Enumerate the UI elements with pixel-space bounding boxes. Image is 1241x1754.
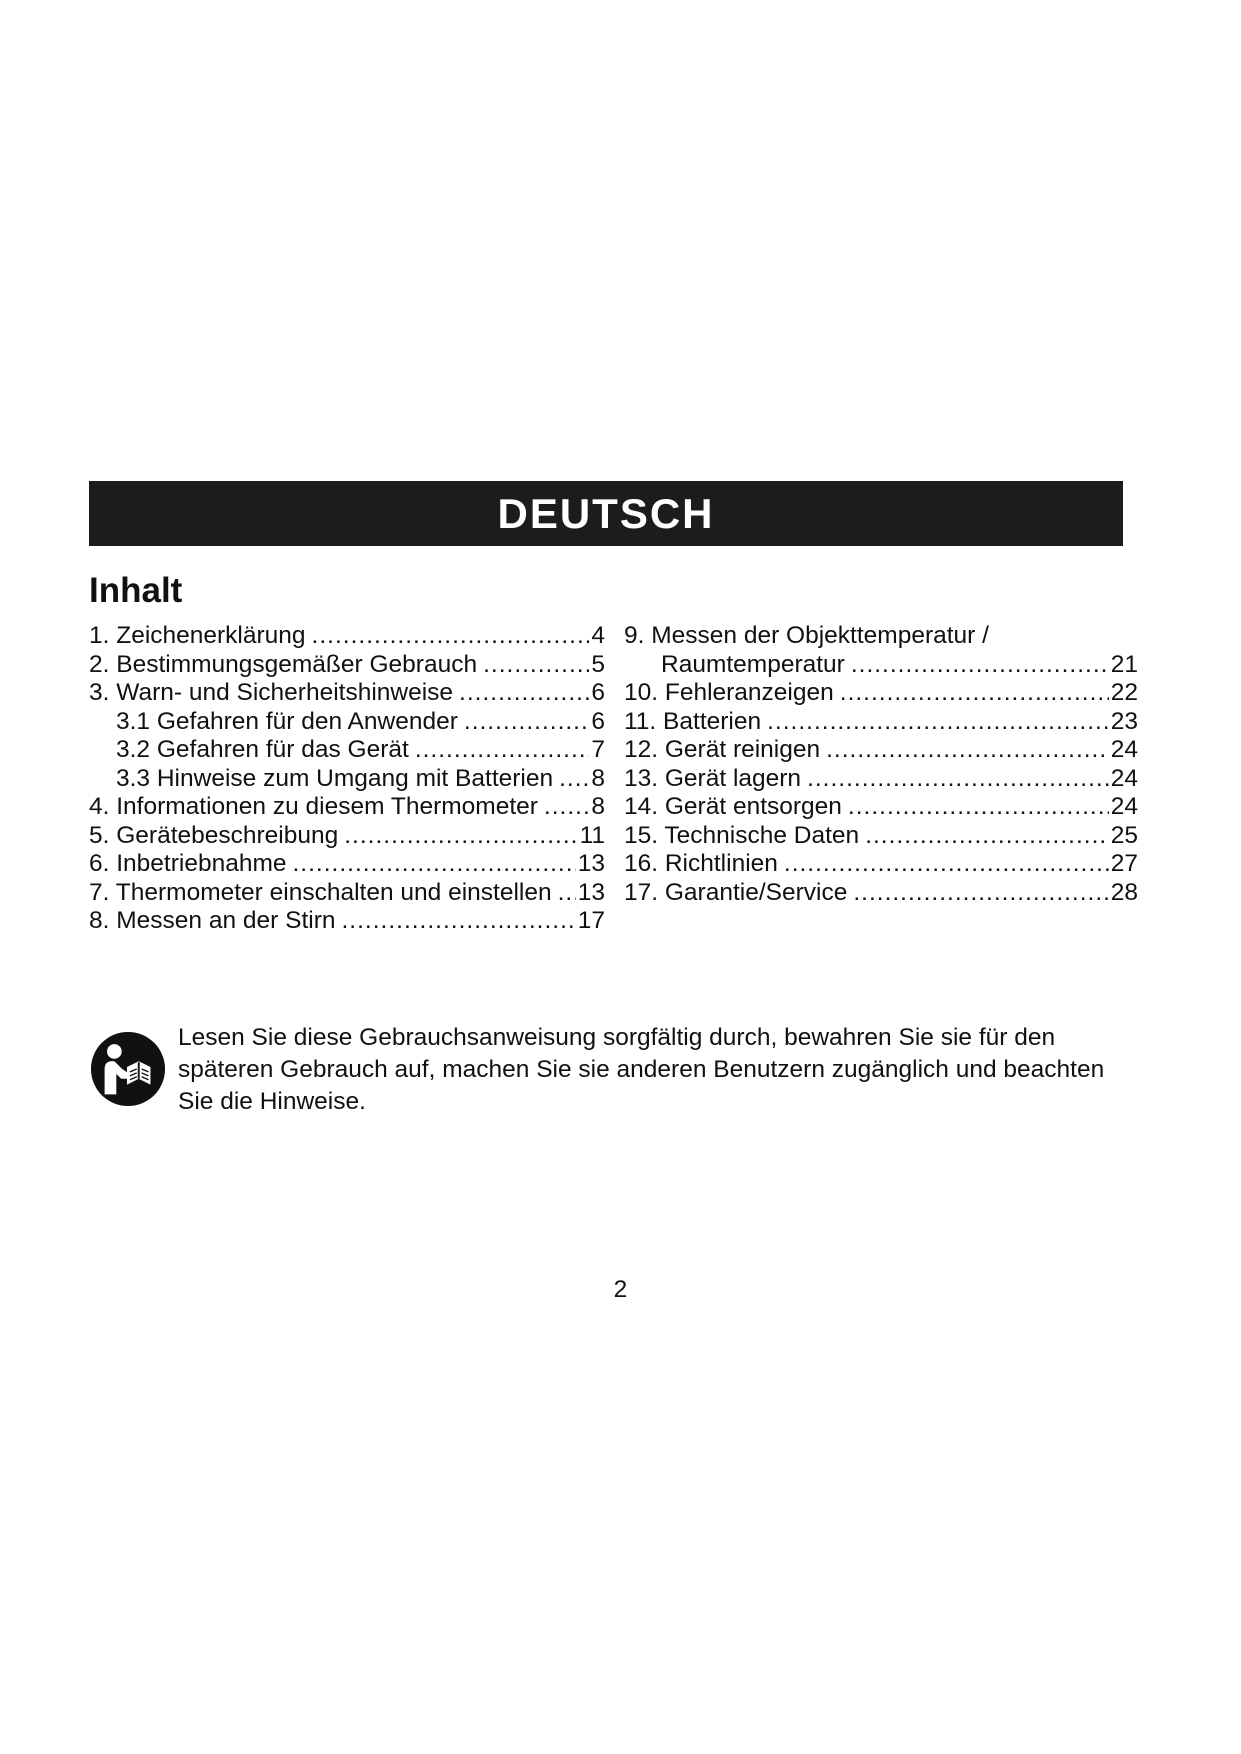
leader-dots bbox=[558, 879, 576, 908]
page-number: 2 bbox=[613, 1276, 628, 1303]
leader-dots bbox=[559, 765, 589, 794]
toc-page: 24 bbox=[1110, 764, 1138, 792]
toc-entry[interactable]: 5. Gerätebeschreibung ..... 11 bbox=[89, 822, 605, 851]
toc-entry[interactable]: 9. Messen der Objekttemperatur / bbox=[624, 622, 989, 649]
language-title: DEUTSCH bbox=[497, 489, 715, 537]
toc-entry[interactable]: 16. Richtlinien ..... 27 bbox=[624, 850, 1138, 879]
toc-entry[interactable]: 14. Gerät entsorgen ..... 24 bbox=[624, 793, 1138, 822]
toc-page: 6 bbox=[591, 707, 605, 735]
toc-page: 25 bbox=[1110, 821, 1138, 849]
toc-entry[interactable]: 17. Garantie/Service ..... 28 bbox=[624, 879, 1138, 908]
leader-dots bbox=[840, 679, 1109, 708]
leader-dots bbox=[807, 765, 1109, 794]
read-manual-icon bbox=[89, 1030, 167, 1108]
toc-entry[interactable]: 6. Inbetriebnahme ..... 13 bbox=[89, 850, 605, 879]
leader-dots bbox=[293, 850, 576, 879]
toc-page: 13 bbox=[577, 878, 605, 906]
toc-page: 24 bbox=[1110, 736, 1138, 763]
leader-dots bbox=[341, 907, 575, 936]
toc-page: 24 bbox=[1110, 793, 1138, 820]
toc-entry[interactable]: 15. Technische Daten ..... 25 bbox=[624, 822, 1138, 851]
toc-entry[interactable]: 1. Zeichenerklärung ..... 4 bbox=[89, 622, 605, 651]
toc-entry[interactable]: 11. Batterien ..... 23 bbox=[624, 708, 1138, 737]
instruction-notice: Lesen Sie diese Gebrauchsanweisung sorgfältig durch, bewahren Sie sie für den späteren Gebrauch auf, machen Sie sie anderen Benutzern zugänglich und beachten Sie die Hinweise. bbox=[178, 1024, 1105, 1115]
toc-page: 28 bbox=[1110, 878, 1138, 906]
leader-dots bbox=[784, 850, 1109, 879]
leader-dots bbox=[544, 793, 589, 822]
toc-page: 4 bbox=[591, 622, 605, 649]
toc-page: 13 bbox=[577, 850, 605, 877]
language-banner bbox=[89, 481, 1123, 546]
toc-entry[interactable]: 3. Warn- und Sicherheitshinweise ..... 6 bbox=[89, 679, 605, 708]
toc-page: 8 bbox=[591, 764, 605, 792]
toc-subentry[interactable]: 3.1 Gefahren für den Anwender ..... 6 bbox=[89, 708, 605, 737]
toc-page: 22 bbox=[1110, 679, 1138, 706]
toc-page: 8 bbox=[591, 793, 605, 820]
toc-page: 23 bbox=[1110, 707, 1138, 735]
toc-entry[interactable]: 2. Bestimmungsgemäßer Gebrauch ..... 5 bbox=[89, 651, 605, 680]
leader-dots bbox=[344, 822, 577, 851]
leader-dots bbox=[851, 651, 1109, 680]
leader-dots bbox=[459, 679, 589, 708]
toc-entry[interactable]: 7. Thermometer einschalten und einstellen ..... 13 bbox=[89, 879, 605, 908]
leader-dots bbox=[767, 708, 1109, 737]
toc-entry[interactable]: 13. Gerät lagern ..... 24 bbox=[624, 765, 1138, 794]
leader-dots bbox=[826, 736, 1109, 765]
leader-dots bbox=[848, 793, 1109, 822]
toc-entry[interactable]: 8. Messen an der Stirn ..... 17 bbox=[89, 907, 605, 936]
toc-title: Inhalt bbox=[89, 571, 183, 610]
toc-page: 7 bbox=[591, 736, 605, 763]
toc-left-column bbox=[89, 622, 605, 936]
leader-dots bbox=[464, 708, 589, 737]
toc-entry[interactable]: 4. Informationen zu diesem Thermometer ..... 8 bbox=[89, 793, 605, 822]
leader-dots bbox=[853, 879, 1108, 908]
toc-page: 21 bbox=[1110, 650, 1138, 678]
toc-subentry[interactable]: 3.2 Gefahren für das Gerät ..... 7 bbox=[89, 736, 605, 765]
toc-page: 5 bbox=[591, 650, 605, 678]
leader-dots bbox=[483, 651, 589, 680]
toc-entry[interactable]: 10. Fehleranzeigen ..... 22 bbox=[624, 679, 1138, 708]
toc-right-column bbox=[624, 622, 1138, 907]
leader-dots bbox=[415, 736, 590, 765]
leader-dots bbox=[865, 822, 1109, 851]
toc-subentry[interactable]: 3.3 Hinweise zum Umgang mit Batterien ..... 8 bbox=[89, 765, 605, 794]
toc-page: 11 bbox=[579, 821, 605, 849]
toc-entry-continuation[interactable]: Raumtemperatur ..... 21 bbox=[624, 651, 1138, 680]
toc-page: 27 bbox=[1110, 850, 1138, 877]
leader-dots bbox=[312, 622, 590, 651]
toc-page: 17 bbox=[577, 907, 605, 934]
toc-entry[interactable]: 12. Gerät reinigen ..... 24 bbox=[624, 736, 1138, 765]
toc-page: 6 bbox=[591, 679, 605, 706]
